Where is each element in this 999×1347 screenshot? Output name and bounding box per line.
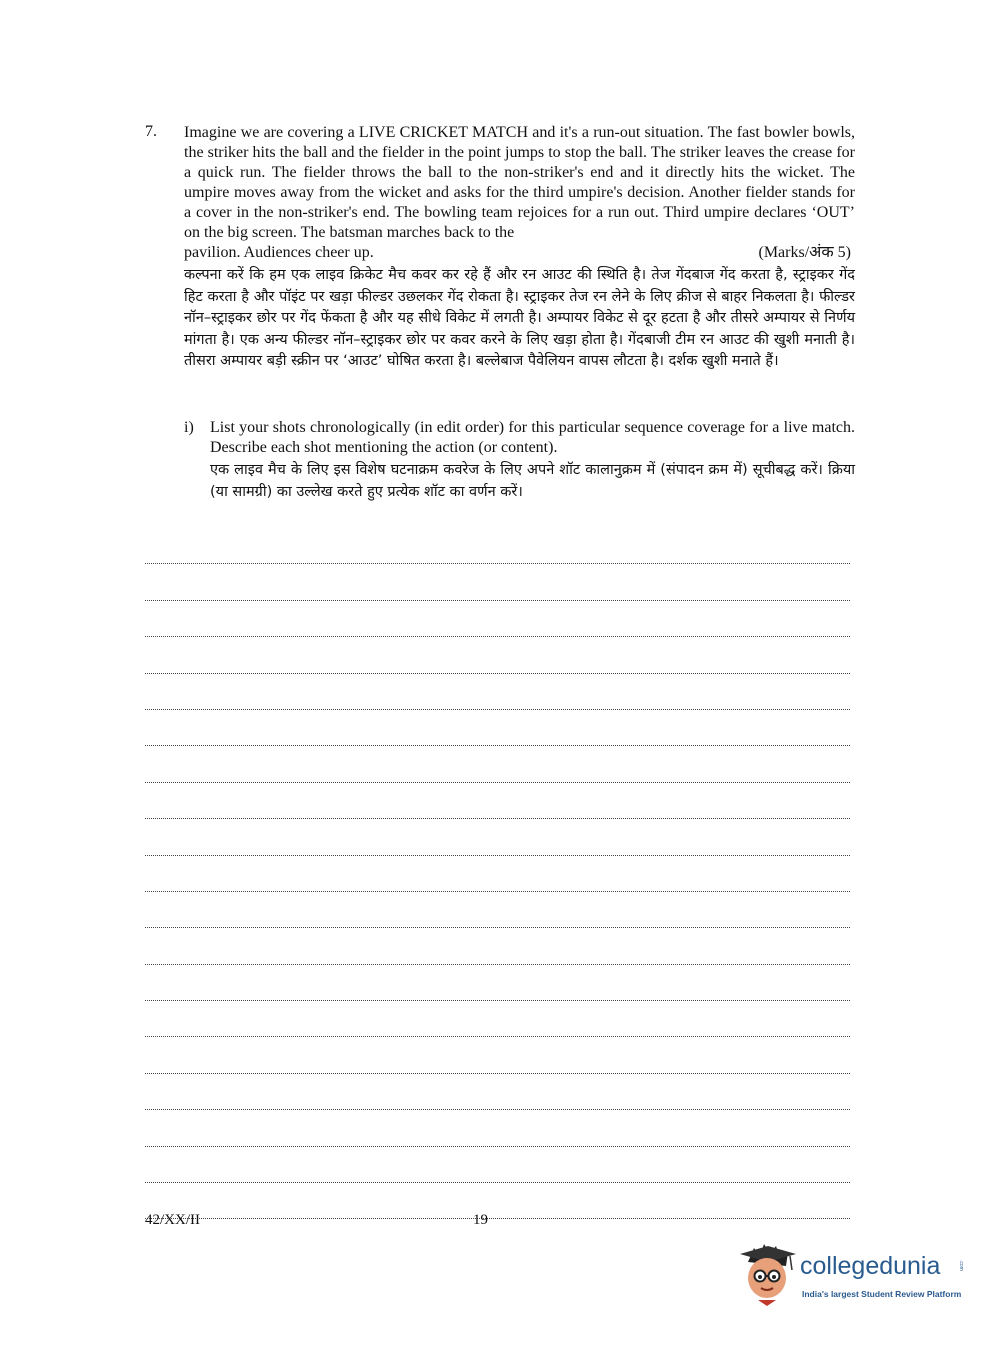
answer-line	[145, 564, 850, 600]
paper-code: 42/XX/II	[145, 1212, 200, 1228]
answer-line	[145, 819, 850, 855]
logo-wordmark: collegedunia	[800, 1252, 941, 1280]
answer-line	[145, 928, 850, 964]
answer-line	[145, 892, 850, 928]
question-last-line	[184, 243, 855, 263]
answer-line	[145, 1001, 850, 1037]
answer-lines	[145, 528, 850, 1219]
logo-suffix: .com	[958, 1260, 964, 1271]
subquestion-label: i)	[184, 419, 194, 436]
subquestion	[184, 418, 855, 503]
answer-line	[145, 746, 850, 782]
answer-line	[145, 1147, 850, 1183]
answer-line	[145, 783, 850, 819]
question-block	[184, 123, 855, 373]
answer-line	[145, 1183, 850, 1219]
answer-line	[145, 637, 850, 673]
question-text-english: Imagine we are covering a LIVE CRICKET MATCH and it's a run-out situation. The fast bowler bowls, the striker hits the ball and the fielder in the point jumps to stop the ball. The striker leaves the crease for a quick run. The fielder throws the ball to the non-striker's end and it directly hits the wicket. The umpire moves away from the wicket and asks for the third umpire's decision. Another fielder stands for a cover in the non-striker's end. The bowling team rejoices for a run out. Third umpire declares ‘OUT’ on the big screen. The batsman marches back to the	[184, 124, 855, 241]
marks-label: (Marks/अंक 5)	[758, 244, 851, 261]
answer-line	[145, 1110, 850, 1146]
collegedunia-logo	[740, 1240, 970, 1310]
answer-line	[145, 965, 850, 1001]
subquestion-text-english: List your shots chronologically (in edit order) for this particular sequence coverage for a live match. Describe each shot mentioning the action (or content).	[210, 419, 855, 456]
answer-line	[145, 710, 850, 746]
page-number: 19	[473, 1212, 488, 1228]
answer-line	[145, 856, 850, 892]
answer-line	[145, 601, 850, 637]
subquestion-text-hindi: एक लाइव मैच के लिए इस विशेष घटनाक्रम कवरेज के लिए अपने शॉट कालानुक्रम में (संपादन क्रम में) सूचीबद्ध करें। क्रिया (या सामग्री) का उल्लेख करते हुए प्रत्येक शॉट का वर्णन करें।	[210, 462, 855, 500]
logo-tagline: India's largest Student Review Platform	[802, 1289, 962, 1299]
question-text-hindi: कल्पना करें कि हम एक लाइव क्रिकेट मैच कवर कर रहे हैं और रन आउट की स्थिति है। तेज गेंदबाज गेंद करता है, स्ट्राइकर गेंद हिट करता है और पॉइंट पर खड़ा फील्डर उछलकर गेंद रोकता है। स्ट्राइकर तेज रन लेने के लिए क्रीज से बाहर निकलता है। फील्डर नॉन–स्ट्राइकर छोर पर गेंद फेंकता है और यह सीधे विकेट में लगती है। अम्पायर विकेट से दूर हटता है और तीसरे अम्पायर से निर्णय मांगता है। एक अन्य फील्डर नॉन–स्ट्राइकर छोर पर कवर करने के लिए खड़ा होता है। गेंदबाजी टीम रन आउट की खुशी मनाती है। तीसरा अम्पायर बड़ी स्क्रीन पर ‘आउट’ घोषित करता है। बल्लेबाज पैवेलियन वापस लौटता है। दर्शक खुशी मनाते हैं।	[184, 267, 855, 369]
question-number: 7.	[145, 123, 157, 140]
question-text-english-end: pavilion. Audiences cheer up.	[184, 244, 374, 261]
answer-line	[145, 528, 850, 564]
answer-line	[145, 1074, 850, 1110]
answer-line	[145, 1037, 850, 1073]
answer-line	[145, 674, 850, 710]
mascot-icon	[740, 1240, 798, 1306]
